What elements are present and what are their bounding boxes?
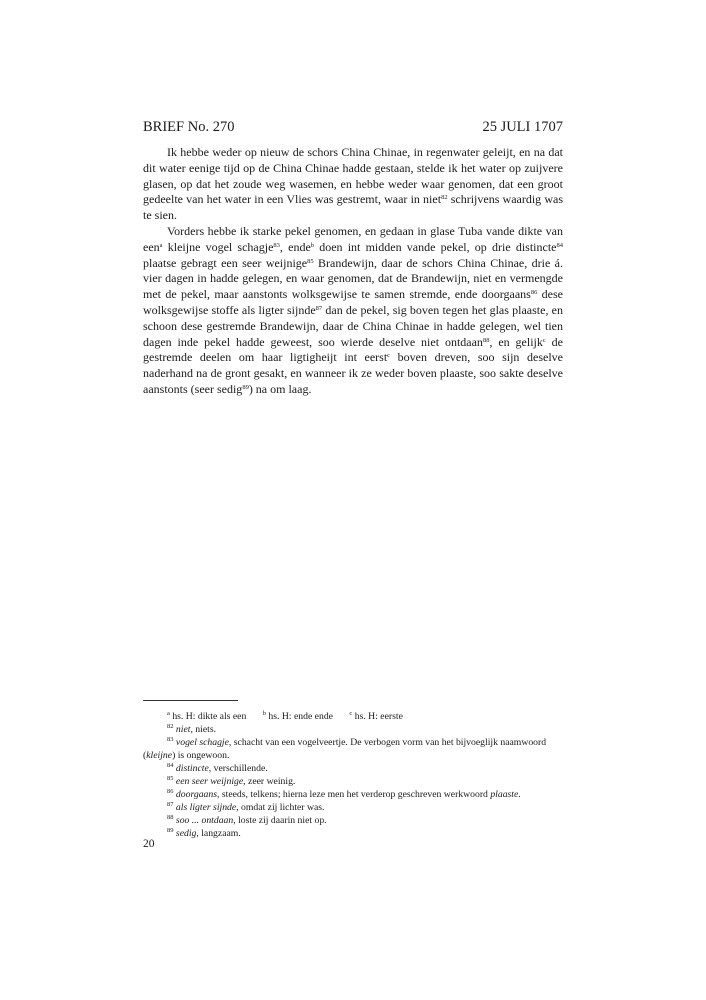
paragraph: Ik hebbe weder op nieuw de schors China Chinae, in regenwater geleijt, en na dat dit water eenige tijd op de China Chinae hadde gestaan, stelde ik het water op zuijvere glasen, op dat het zoude weg wasemen, en hebbe weder waar genomen, dat een groot gedeelte van het water in een Vlies was gestremt, waar in niet$^{82}$ schrijvens waardig was te sien. xyxy=(143,145,563,223)
footnote: $^{87}$ als ligter sijnde, omdat zij lichter was. xyxy=(167,801,325,813)
variant-ref: a xyxy=(159,241,163,249)
footnote-ref: 87 xyxy=(315,304,323,312)
footnote: $^{89}$ sedig, langzaam. xyxy=(167,827,241,839)
variant-ref: c xyxy=(387,352,391,360)
letter-title: BRIEF No. 270 xyxy=(143,119,235,135)
variant-note: $^a$ hs. H: dikte als een xyxy=(167,710,247,722)
footnote-ref: 83 xyxy=(273,241,280,249)
paragraph: Vorders hebbe ik starke pekel genomen, en gedaan in glase Tuba vande dikte van een$^a$ kleijne vogel schagje$^{83}$, ende$^b$ doen int midden vande pekel, op drie distincte$^{84}$ plaatse gebragt een seer weijnige$^{85}$ Brandewijn, daar de schors China Chinae, drie á. vier dagen in hadde gelegen, en waar genomen, dat de Brandewijn, niet en vermengde met de pekel, maar aanstonts wolksgewijse te samen stremde, ende doorgaans$^{86}$ dese wolksgewijse stoffe als ligter sijnde$^{87}$ dan de pekel, sig boven tegen het glas plaaste, en schoon dese gestremde Brandewijn, daar de China Chinae in hadde gelegen, wel tien dagen inde pekel hadde geweest, soo wierde deselve niet ontdaan$^{88}$, en gelijk$^c$ de gestremde deelen om haar ligtigheijt int eerst$^c$ boven dreven, soo sijn deselve naderhand na de gront gesakt, en wanneer ik ze weder boven plaaste, soo sakte deselve aanstonts (seer sedig$^{89}$) na om laag. xyxy=(143,223,564,396)
footnote-ref: 82 xyxy=(441,194,448,202)
running-header xyxy=(143,119,563,136)
footnote: $^{85}$ een seer weijnige, zeer weinig. xyxy=(167,775,296,787)
footnote-ref: 89 xyxy=(242,383,249,391)
variant-note: $^c$ hs. H: eerste xyxy=(349,710,403,722)
footnote: $^{84}$ distincte, verschillende. xyxy=(167,762,268,774)
footnote: $^{82}$ niet, niets. xyxy=(167,723,217,735)
footnote-ref: c xyxy=(542,336,546,344)
footnote-ref: 84 xyxy=(556,241,563,249)
variant-notes xyxy=(143,710,563,723)
variant-note: $^b$ hs. H: ende ende xyxy=(262,710,333,722)
page-number: 20 xyxy=(143,838,155,850)
footnotes xyxy=(143,710,563,840)
footnote: $^{86}$ doorgaans, steeds, telkens; hierna leze men het verderop geschreven werkwoord plaaste. xyxy=(167,788,521,800)
letter-body xyxy=(143,145,563,398)
footnote-ref: 85 xyxy=(307,257,314,265)
footnote-divider xyxy=(143,700,238,701)
footnote: $^{88}$ soo ... ontdaan, loste zij daarin niet op. xyxy=(167,814,327,826)
footnote-ref: 88 xyxy=(482,336,490,344)
variant-ref: b xyxy=(310,241,315,249)
footnote: $^{83}$ vogel schagje, schacht van een vogelveertje. De verbogen vorm van het bijvoeglijk naamwoord (kleijne) is ongewoon. xyxy=(143,736,547,761)
letter-date: 25 JULI 1707 xyxy=(482,119,563,135)
footnote-ref: 86 xyxy=(530,289,538,297)
